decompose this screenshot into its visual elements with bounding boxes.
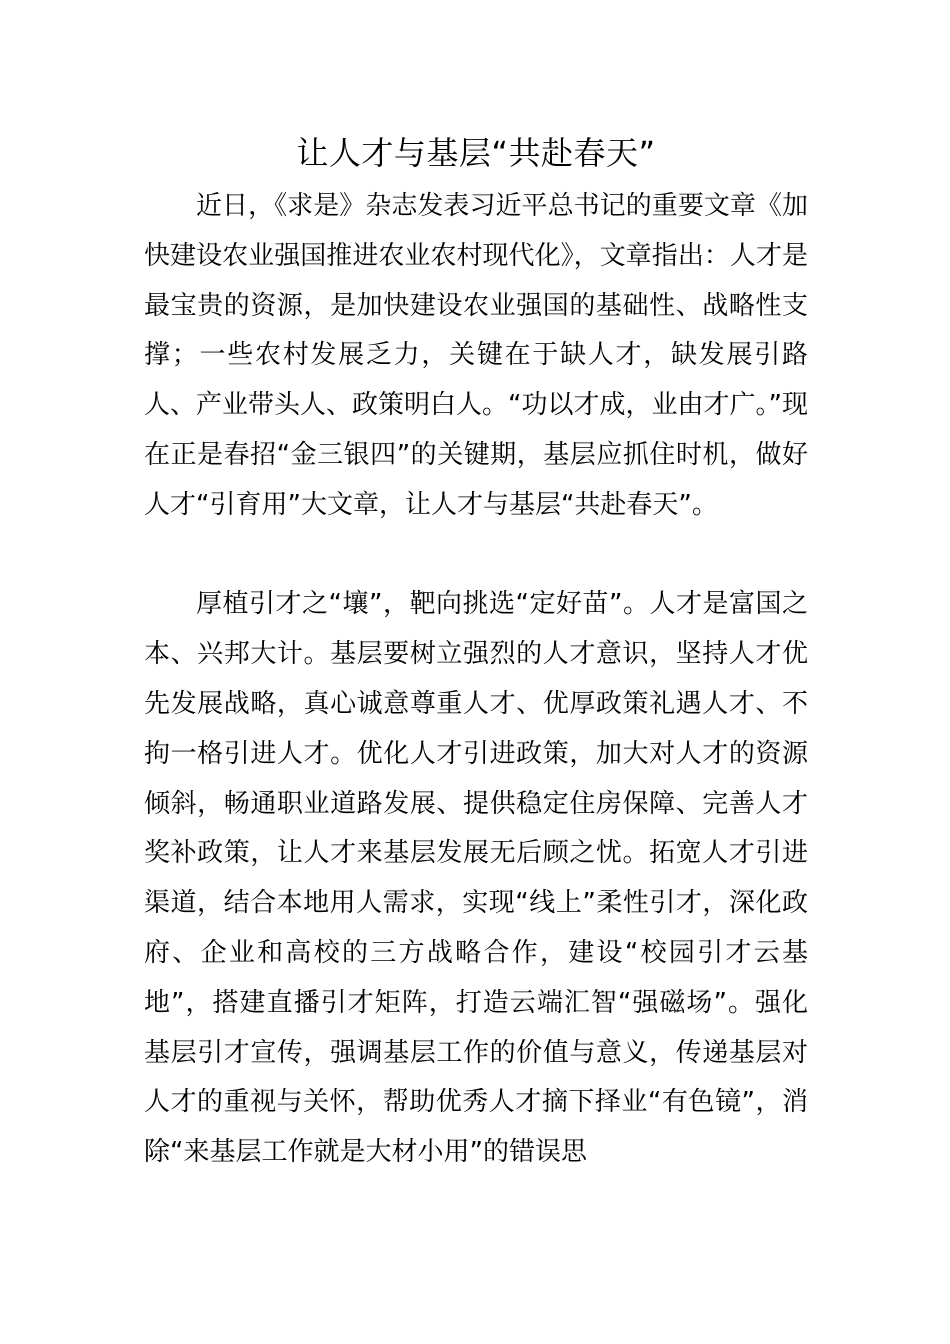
paragraph-intro: 近日，《求是》杂志发表习近平总书记的重要文章《加快建设农业强国推进农业农村现代化》，文章指出：人才是最宝贵的资源，是加快建设农业强国的基础性、战略性支撑；一些农村发展乏力，关键在于缺人才，缺发展引路人、产业带头人、政策明白人。“功以才成，业由才广。”现在正是春招“金三银四”的关键期，基层应抓住时机，做好人才“引育用”大文章，让人才与基层“共赴春天”。	[144, 191, 808, 520]
document-title: 让人才与基层“共赴春天”	[296, 134, 656, 172]
paragraph-spacer	[144, 531, 808, 581]
paragraph-talent-introduction: 厚植引才之“壤”，靶向挑选“定好苗”。人才是富国之本、兴邦大计。基层要树立强烈的人才意识，坚持人才优先发展战略，真心诚意尊重人才、优厚政策礼遇人才、不拘一格引进人才。优化人才引进政策，加大对人才的资源倾斜，畅通职业道路发展、提供稳定住房保障、完善人才奖补政策，让人才来基层发展无后顾之忧。拓宽人才引进渠道，结合本地用人需求，实现“线上”柔性引才，深化政府、企业和高校的三方战略合作，建设“校园引才云基地”，搭建直播引才矩阵，打造云端汇智“强磁场”。强化基层引才宣传，强调基层工作的价值与意义，传递基层对人才的重视与关怀，帮助优秀人才摘下择业“有色镜”，消除“来基层工作就是大材小用”的错误思	[144, 589, 808, 1168]
document-page	[144, 124, 808, 1178]
